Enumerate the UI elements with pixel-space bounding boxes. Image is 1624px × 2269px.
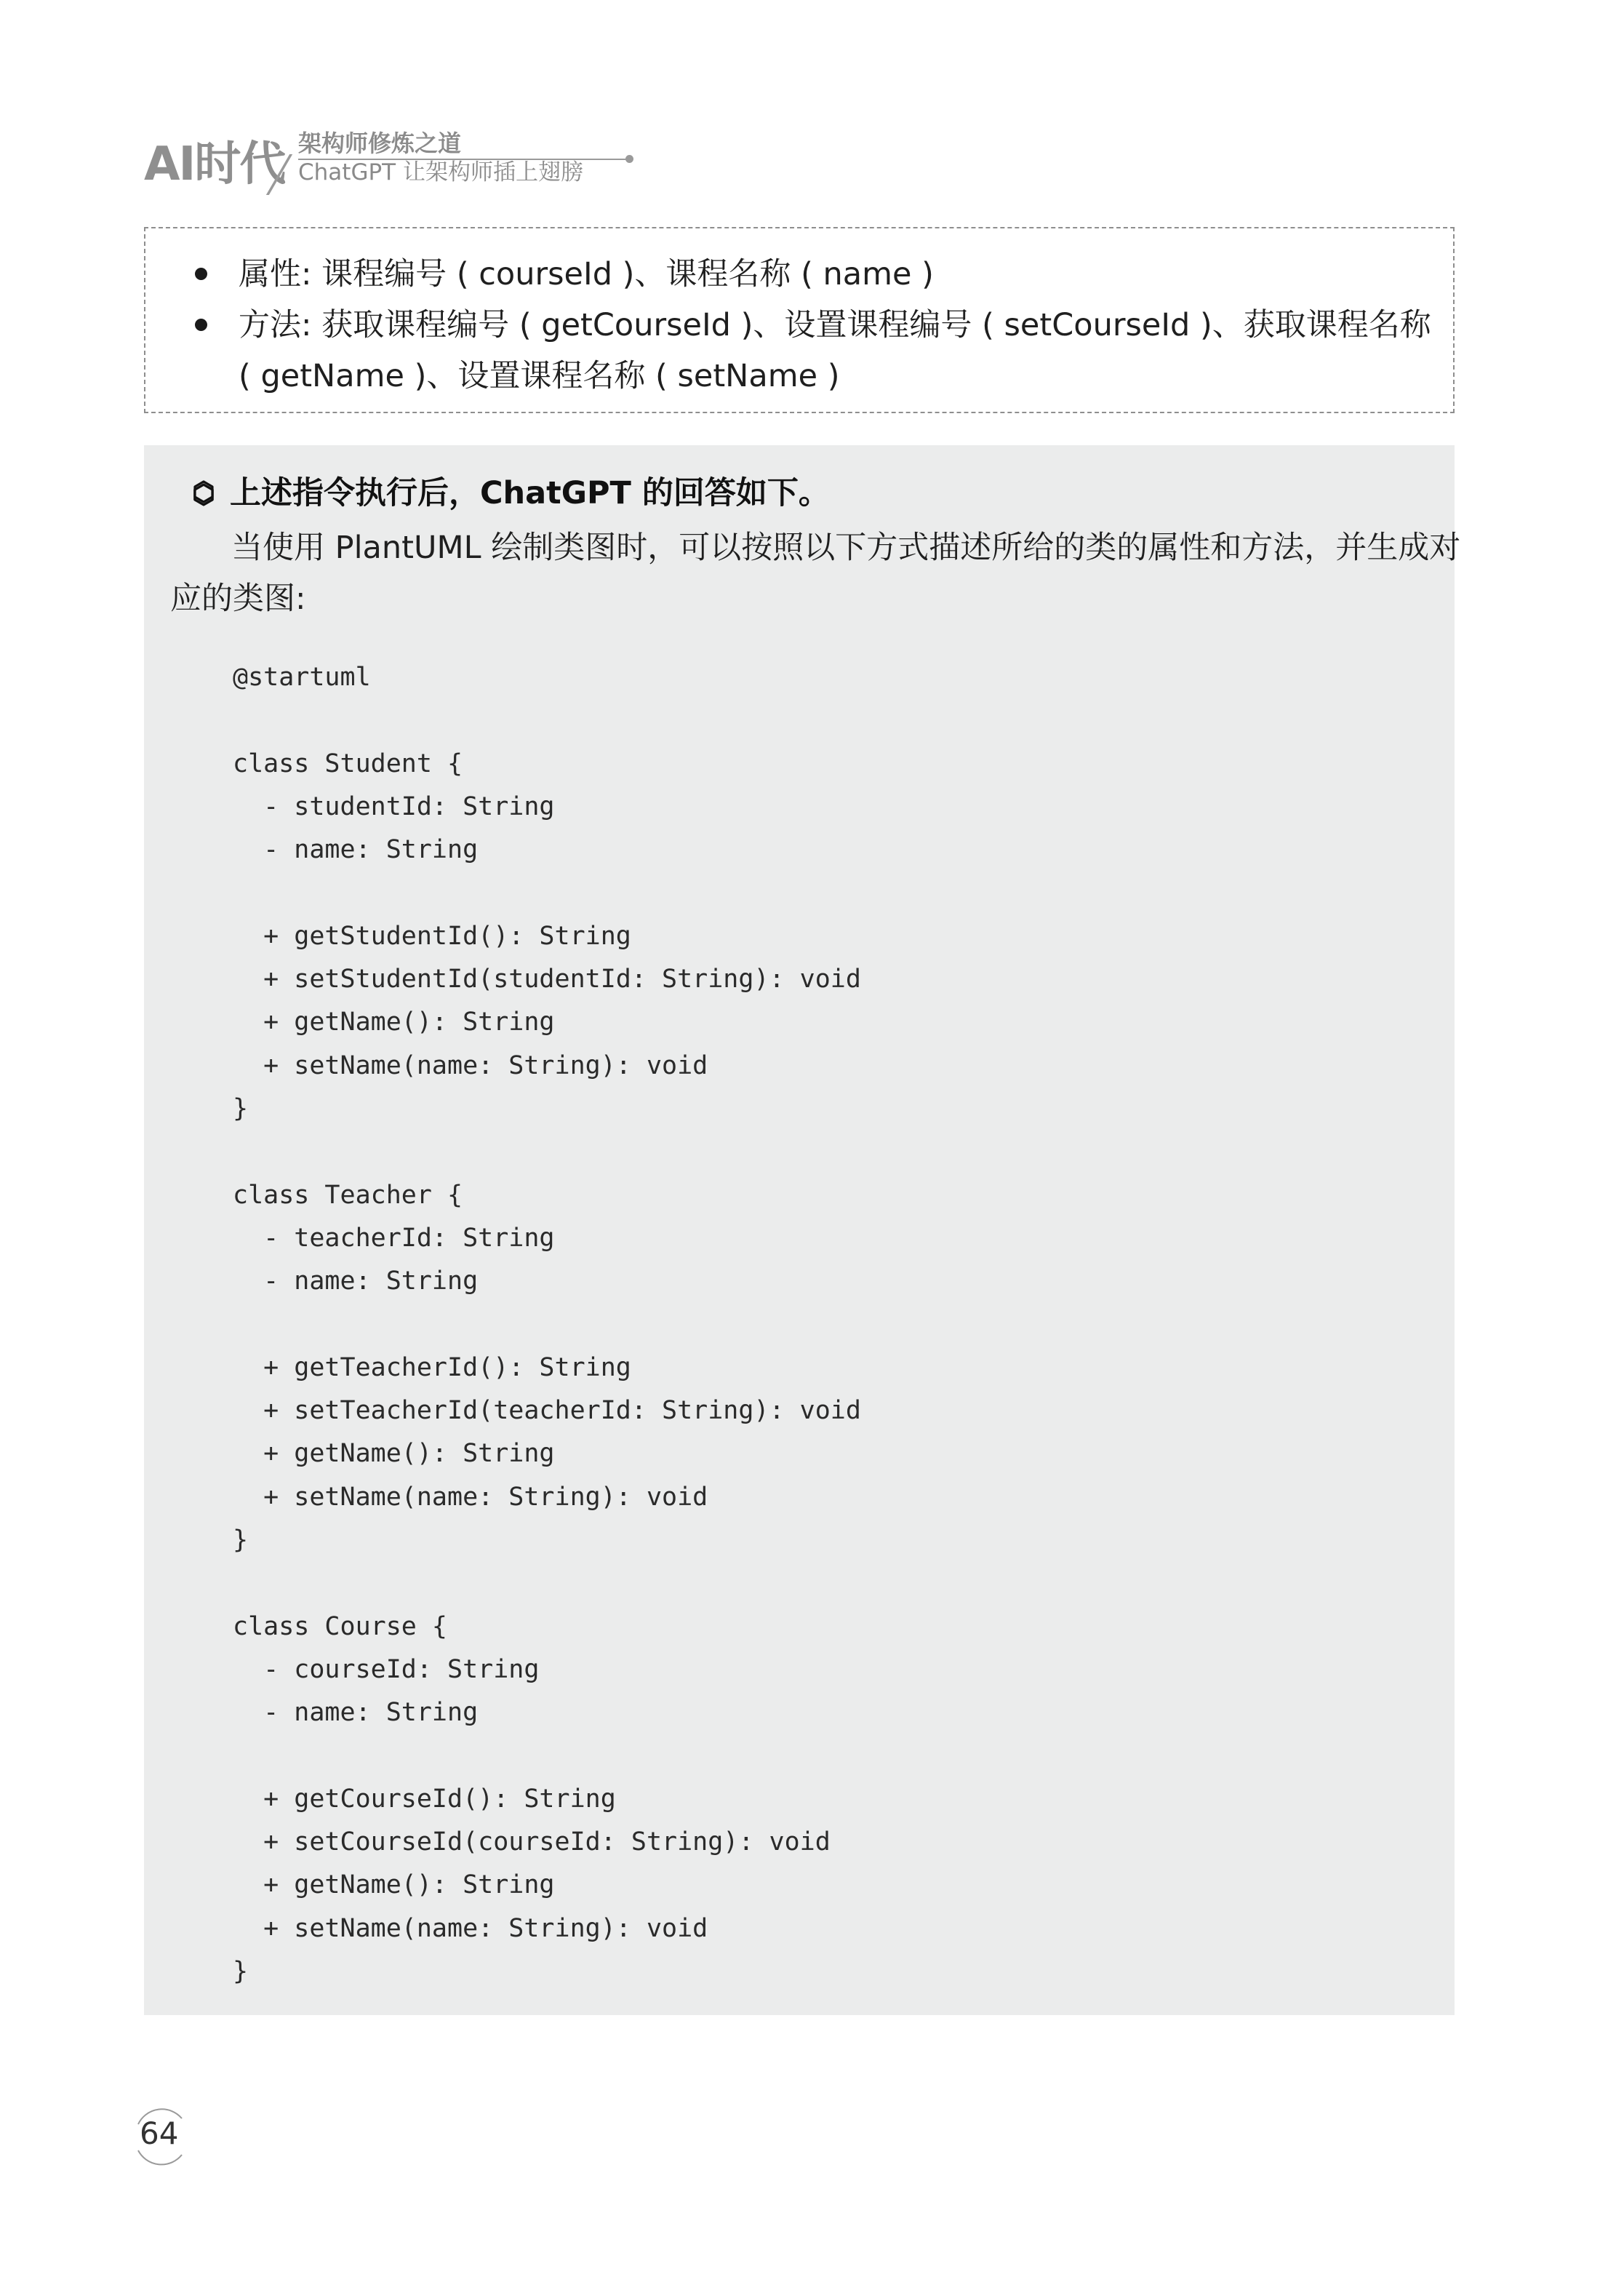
code-line <box>233 872 861 914</box>
code-line: + getName(): String <box>233 1870 555 1900</box>
code-line <box>233 1734 861 1777</box>
running-header <box>144 128 653 194</box>
code-line: - name: String <box>233 1698 479 1728</box>
bullet-dot <box>195 268 207 280</box>
page-number: 64 <box>140 2116 179 2151</box>
code-line: + getName(): String <box>233 1439 555 1469</box>
bullet-item-attributes <box>239 249 934 300</box>
code-line: + setName(name: String): void <box>233 1482 708 1512</box>
book-subtitle: ChatGPT 让架构师插上翅膀 <box>298 159 583 186</box>
code-line: + setTeacherId(teacherId: String): void <box>233 1396 861 1426</box>
code-line: } <box>233 1093 249 1123</box>
code-line <box>233 1130 861 1173</box>
code-line: + setCourseId(courseId: String): void <box>233 1827 831 1857</box>
openai-logo-icon <box>186 477 221 512</box>
code-line <box>233 1562 861 1605</box>
code-line: + getStudentId(): String <box>233 921 631 951</box>
code-line: - name: String <box>233 1267 479 1296</box>
brand-mark: AI时代 <box>144 137 285 191</box>
code-line: + setName(name: String): void <box>233 1913 708 1943</box>
code-line: class Student { <box>233 749 463 778</box>
bullet-text: 方法: 获取课程编号 ( getCourseId )、设置课程编号 ( setCourseId )、获取课程名称 <box>239 307 1431 343</box>
plantuml-code-block <box>233 656 861 1993</box>
code-line: + setName(name: String): void <box>233 1050 708 1080</box>
page-number-badge <box>131 2102 189 2168</box>
code-line: } <box>233 1525 249 1555</box>
code-line: + getTeacherId(): String <box>233 1352 631 1382</box>
answer-panel <box>144 445 1461 2015</box>
code-line: @startuml <box>233 663 371 692</box>
code-line: + setStudentId(studentId: String): void <box>233 965 861 994</box>
answer-paragraph-line-2: 应的类图: <box>170 581 306 617</box>
code-line: + getCourseId(): String <box>233 1784 616 1814</box>
bullet-item-methods <box>239 300 1431 351</box>
answer-lead-text: 上述指令执行后，ChatGPT 的回答如下。 <box>230 475 830 511</box>
code-line <box>233 699 861 742</box>
bullet-text: 属性: 课程编号 ( courseId )、课程名称 ( name ) <box>239 256 934 292</box>
code-line: class Teacher { <box>233 1180 463 1210</box>
code-line: + getName(): String <box>233 1008 555 1037</box>
series-title: 架构师修炼之道 <box>298 129 462 157</box>
code-line: class Course { <box>233 1611 448 1641</box>
header-dot <box>625 155 633 163</box>
code-line <box>233 1303 861 1346</box>
code-line: - name: String <box>233 835 479 865</box>
code-line: } <box>233 1956 249 1986</box>
code-line: - studentId: String <box>233 791 555 821</box>
bullet-methods-continuation: ( getName )、设置课程名称 ( setName ) <box>239 358 840 394</box>
bullet-dot <box>195 319 207 331</box>
code-line: - teacherId: String <box>233 1223 555 1253</box>
answer-paragraph-line-1: 当使用 PlantUML 绘制类图时，可以按照以下方式描述所给的类的属性和方法，并生成对 <box>231 530 1461 566</box>
code-line: - courseId: String <box>233 1654 540 1684</box>
attributes-box <box>144 227 1455 413</box>
